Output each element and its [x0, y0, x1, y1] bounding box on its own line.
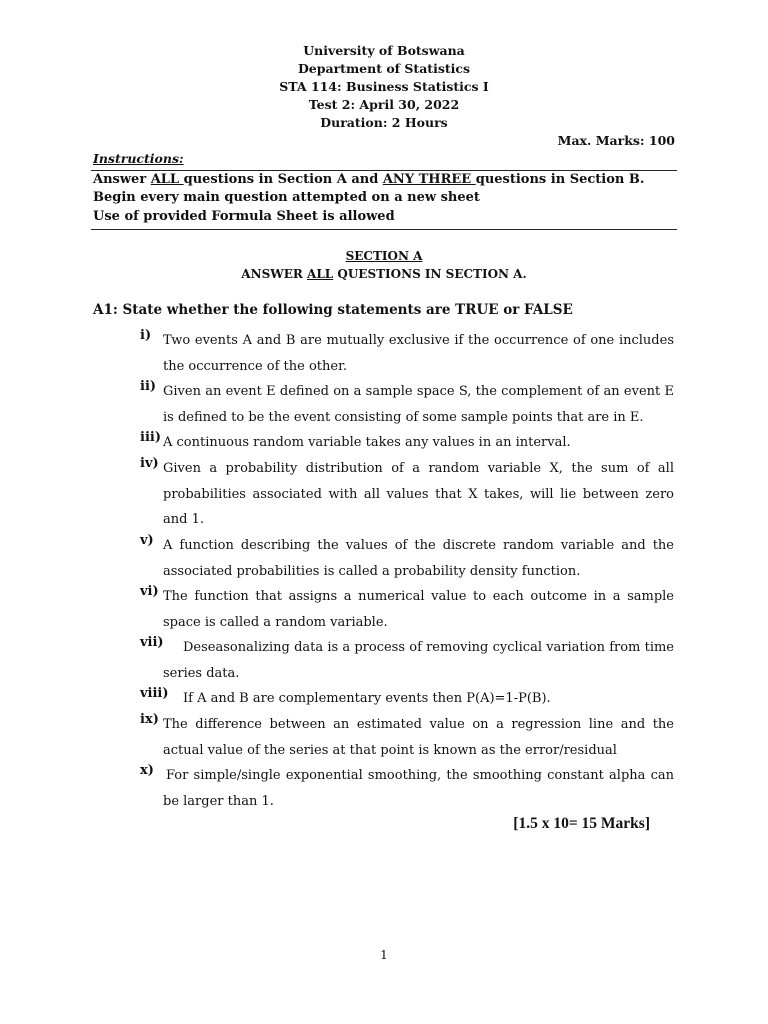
marks-allocation: [1.5 x 10= 15 Marks] — [513, 815, 650, 832]
statement-number: iv) — [140, 456, 159, 471]
statement-text: The function that assigns a numerical value to each outcome in a sample space is called a random variable. — [163, 589, 674, 630]
department-name: Department of Statistics — [297, 61, 471, 76]
statement-number: viii) — [140, 686, 169, 701]
page-number: 1 — [380, 948, 388, 962]
question-heading: A1: State whether the following statements are TRUE or FALSE — [93, 302, 573, 318]
divider-top — [91, 170, 677, 171]
statement-number: v) — [140, 533, 154, 548]
statement-number: x) — [140, 763, 154, 778]
course-title: STA 114: Business Statistics I — [279, 79, 489, 94]
statement-number: i) — [140, 328, 152, 343]
statement-text: Given a probability distribution of a random variable X, the sum of all probabilities associated with all values that X takes, will lie between zero and 1. — [163, 461, 674, 527]
max-marks: Max. Marks: 100 — [557, 133, 675, 148]
statement-text: If A and B are complementary events then P(A)=1-P(B). — [183, 691, 551, 706]
test-duration: Duration: 2 Hours — [320, 115, 448, 130]
section-title: SECTION A — [345, 249, 423, 263]
instruction-line-2: Begin every main question attempted on a new sheet — [93, 190, 480, 205]
statement-text: Given an event E defined on a sample space S, the complement of an event E is defined to be the event consisting of some sample points that are in E. — [163, 384, 674, 425]
statement-text: A function describing the values of the discrete random variable and the associated probabilities is called a probability density function. — [163, 538, 674, 579]
statement-number: vi) — [140, 584, 159, 599]
instruction-line-3: Use of provided Formula Sheet is allowed — [93, 209, 395, 224]
divider-bottom — [91, 229, 677, 230]
instruction-line-1: Answer ALL questions in Section A and ANY THREE questions in Section B. — [93, 172, 645, 187]
statement-number: vii) — [140, 635, 164, 650]
section-subtitle: ANSWER ALL QUESTIONS IN SECTION A. — [241, 267, 527, 281]
statement-text: The difference between an estimated value on a regression line and the actual value of the series at that point is known as the error/residual — [163, 717, 674, 758]
statement-text: A continuous random variable takes any values in an interval. — [163, 435, 571, 450]
statement-text: Two events A and B are mutually exclusive if the occurrence of one includes the occurrence of the other. — [163, 333, 674, 374]
statement-text: For simple/single exponential smoothing, the smoothing constant alpha can be larger than 1. — [163, 768, 674, 809]
test-date: Test 2: April 30, 2022 — [308, 97, 460, 112]
statement-number: ix) — [140, 712, 159, 727]
statement-text: Deseasonalizing data is a process of removing cyclical variation from time series data. — [163, 640, 674, 681]
statement-number: iii) — [140, 430, 161, 445]
statement-number: ii) — [140, 379, 157, 394]
university-name: University of Botswana — [303, 43, 465, 58]
instructions-title: Instructions: — [93, 151, 184, 166]
